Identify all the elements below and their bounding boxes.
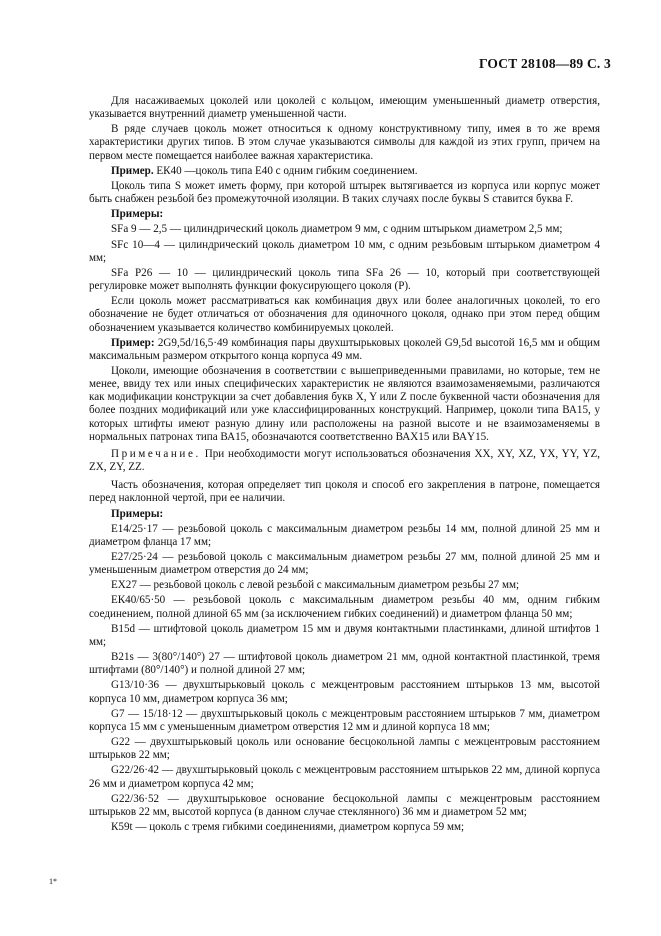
example-text: ЕК40 —цоколь типа Е40 с одним гибким соединением. [153,164,418,177]
example-paragraph [89,165,600,178]
example-item: G7 — 15/18·12 — двухштырьковый цоколь с межцентровым расстоянием штырьков 7 мм, диаметром корпуса 15 мм с уменьшенным диаметром отверстия 12 мм и длиной корпуса 18 мм; [89,707,600,733]
example-item: G22/26·42 — двухштырьковый цоколь с межцентровым расстоянием штырьков 22 мм, длиной корпуса 26 мм и диаметром корпуса 42 мм; [89,764,600,790]
example-item: SFa P26 — 10 — цилиндрический цоколь типа SFa 26 — 10, который при соответствующей регулировке может выполнять функции фокусирующего цоколя (Р). [89,266,600,293]
note-text: При необходимости могут использоваться обозначения XX, XY, XZ, YX, YY, YZ, ZX, ZY, ZZ. [89,447,600,474]
example-item: К59t — цоколь с тремя гибкими соединениями, диаметром корпуса 59 мм; [111,820,465,833]
example-item: В15d — штифтовой цоколь диаметром 15 мм и двумя контактными пластинками, длиной штифтов 1 мм; [89,622,600,648]
example-label: Пример: [111,336,155,349]
note-label: Примечание. [111,447,201,460]
example-item: В21s — 3(80°/140°) 27 — штифтовой цоколь диаметром 21 мм, одной контактной пластинкой, тремя штифтами (80°/140°) и полной длиной 27 мм; [89,651,600,677]
note-paragraph [89,448,600,474]
example-item: SFa 9 — 2,5 — цилиндрический цоколь диаметром 9 мм, с одним штырьком диаметром 2,5 мм; [111,223,563,236]
page-header: ГОСТ 28108—89 С. 3 [478,56,611,71]
example-label: Пример. [111,164,154,177]
examples-heading: Примеры: [111,507,164,520]
example-item: G13/10·36 — двухштырьковый цоколь с межцентровым расстоянием штырьков 13 мм, высотой корпуса 10 мм, диаметром корпуса 36 мм; [89,679,600,705]
examples-heading: Примеры: [111,208,164,221]
example-text: 2G9,5d/16,5·49 комбинация пары двухштырьковых цоколей G9,5d высотой 16,5 мм и общим максимальным размером открытого конца корпуса 49 мм. [89,336,600,362]
paragraph: Часть обозначения, которая определяет тип цоколя и способ его закрепления в патроне, помещается перед наклонной чертой, при ее наличии. [89,479,600,505]
paragraph: Если цоколь может рассматриваться как комбинация двух или более аналогичных цоколей, то его обозначение не будет отличаться от обозначения для одиночного цоколя, однако при этом перед общим обозначением указывается количество комбинируемых цоколей. [89,295,600,334]
example-item: G22/36·52 — двухштырьковое основание бесцокольной лампы с межцентровым расстоянием штырьков 22 мм, высотой корпуса (в данном случае стеклянного) 36 мм и диаметром 52 мм; [89,792,600,818]
paragraph: Цоколи, имеющие обозначения в соответствии с вышеприведенными правилами, но которые, тем не менее, ввиду тех или иных специфических характеристик не являются взаимозаменяемыми, различаются как модификации конструкции за счет добавления букв X, Y или Z после буквенной части обозначения для более поздних модификаций или уже классифицированных конструкций. Например, цоколи типа ВА15, у которых штифты имеют разную длину или расположены на разной высоте и не взаимозаменяемы в нормальных патронах типа ВА15, обозначаются соответственно ВАХ15 или ВАY15. [89,364,600,443]
example-item: SFc 10—4 — цилиндрический цоколь диаметром 10 мм, с одним резьбовым штырьком диаметром 4 мм; [89,238,600,264]
footer-mark: 1* [49,877,57,886]
example-item: ЕХ27 — резьбовой цоколь с левой резьбой с максимальным диаметром резьбы 27 мм; [111,579,520,592]
example-item: G22 — двухштырьковый цоколь или основание бесцокольной лампы с межцентровым расстоянием штырьков 22 мм; [89,736,600,762]
example-item: ЕК40/65·50 — резьбовой цоколь с максимальным диаметром резьбы 40 мм, одним гибким соединением, полной длиной 65 мм (за исключением гибких соединений) и диаметром фланца 50 мм; [89,594,600,620]
example-item: Е27/25·24 — резьбовой цоколь с максимальным диаметром резьбы 27 мм, полной длиной 25 мм и уменьшенным диаметром отверстия до 24 мм; [89,551,600,577]
example-paragraph [89,337,600,363]
paragraph: Для насаживаемых цоколей или цоколей с кольцом, имеющим уменьшенный диаметр отверстия, указывается внутренний диаметр уменьшенной части. [89,95,600,121]
example-item: Е14/25·17 — резьбовой цоколь с максимальным диаметром резьбы 14 мм, полной длиной 25 мм и диаметром фланца 17 мм; [89,522,600,548]
paragraph: Цоколь типа S может иметь форму, при которой штырек вытягивается из корпуса или корпус может быть снабжен резьбой без промежуточной изоляции. В таких случаях после буквы S ставится буква F. [89,179,600,206]
paragraph: В ряде случаев цоколь может относиться к одному конструктивному типу, имея в то же время характеристики других типов. В этом случае указываются символы для каждой из этих групп, причем на первом месте помещается наиболее важная характеристика. [89,123,600,162]
body-text [89,95,600,836]
